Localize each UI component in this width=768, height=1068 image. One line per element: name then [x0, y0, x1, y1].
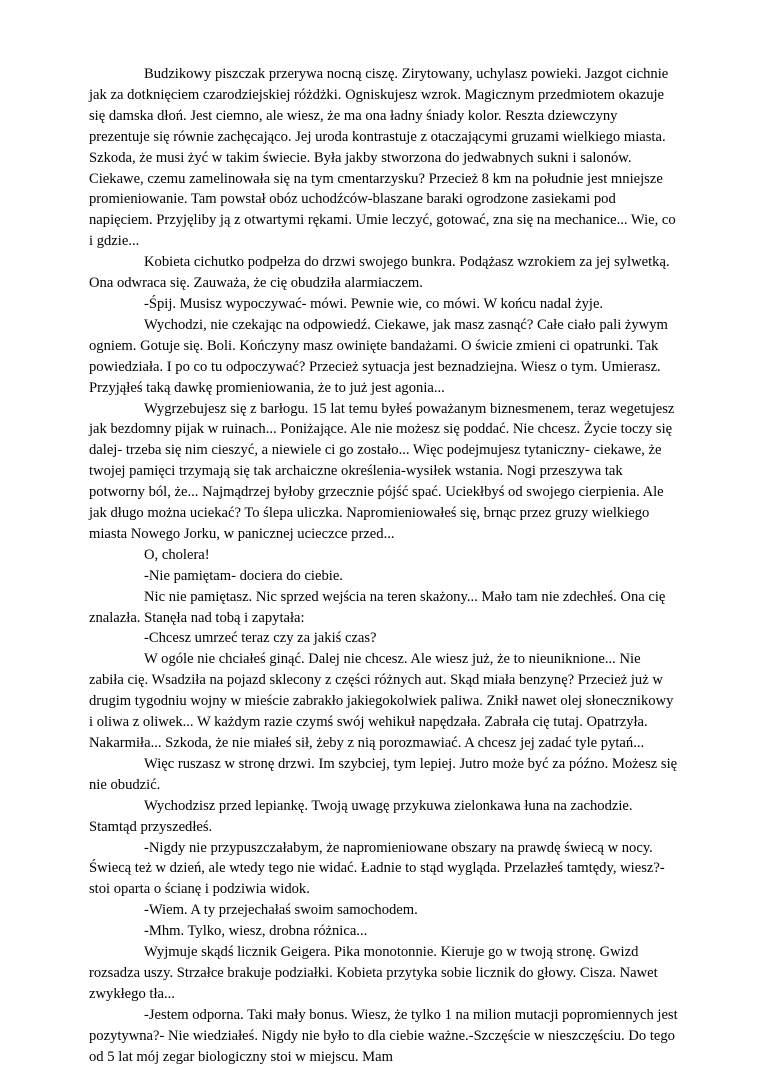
paragraph: -Mhm. Tylko, wiesz, drobna różnica...	[144, 923, 368, 940]
paragraph: Więc ruszasz w stronę drzwi. Im szybciej, tym lepiej. Jutro może być za późno. Możesz się nie obudzić.	[89, 755, 678, 793]
paragraph: Wygrzebujesz się z barłogu. 15 lat temu byłeś poważanym biznesmenem, teraz wegetujesz jak bezdomny pijak w ruinach... Poniżające. Ale nie możesz się poddać. Nie chcesz. Życie toczy się dalej- trzeba się nim cieszyć, a niewiele ci go zostało... Więc podejmujesz tytaniczny- ciekawe, że twojej pamięci trzymają się tak archaiczne określenia-wysiłek wstania. Nogi przeszywa tak potworny ból, że... Najmądrzej byłoby grzecznie pójść spać. Uciekłbyś od swojego cierpienia. Ale jak długo można uciekać? To ślepa uliczka. Napromieniowałeś się, brnąc przez gruzy wielkiego miasta Nowego Jorku, w panicznej ucieczce przed...	[89, 400, 675, 542]
paragraph: Wychodzisz przed lepiankę. Twoją uwagę przykuwa zielonkawa łuna na zachodzie. Stamtąd przyszedłeś.	[89, 797, 633, 835]
paragraph: -Nigdy nie przypuszczałabym, że napromieniowane obszary na prawdę świecą w nocy. Świecą też w dzień, ale wtedy tego nie widać. Ładnie to stąd wygląda. Przelazłeś tamtędy, wiesz?- stoi oparta o ścianę i podziwia widok.	[89, 839, 665, 898]
paragraph: -Wiem. A ty przejechałaś swoim samochodem.	[144, 902, 418, 919]
paragraph: Wyjmuje skądś licznik Geigera. Pika monotonnie. Kieruje go w twoją stronę. Gwizd rozsadza uszy. Strzałce brakuje podziałki. Kobieta przytyka sobie licznik do głowy. Cisza. Nawet zwykłego tła...	[89, 944, 658, 1002]
paragraph: Wychodzi, nie czekając na odpowiedź. Ciekawe, jak masz zasnąć? Całe ciało pali żywym ogniem. Gotuje się. Boli. Kończyny masz owinięte bandażami. O świcie zmieni ci opatrunki. Tak powiedziała. I po co tu odpoczywać? Przecież sytuacja jest beznadziejna. Wiesz o tym. Umierasz. Przyjąłeś taką dawkę promieniowania, że to już jest agonia...	[89, 316, 668, 396]
document-body	[89, 64, 679, 1068]
paragraph: O, cholera!	[144, 546, 210, 563]
paragraph: -Chcesz umrzeć teraz czy za jakiś czas?	[144, 630, 377, 647]
paragraph: -Nie pamiętam- dociera do ciebie.	[144, 567, 343, 584]
paragraph: Budzikowy piszczak przerywa nocną ciszę. Zirytowany, uchylasz powieki. Jazgot cichnie jak za dotknięciem czarodziejskiej różdżki. Ogniskujesz wzrok. Magicznym przedmiotem okazuje się damska dłoń. Jest ciemno, ale wiesz, że ma ona ładny śniady kolor. Reszta dziewczyny prezentuje się równie zachęcająco. Jej uroda kontrastuje z otaczającymi gruzami wielkiego miasta. Szkoda, że musi żyć w takim świecie. Była jakby stworzona do jedwabnych sukni i salonów. Ciekawe, czemu zamelinowała się na tym cmentarzysku? Przecież 8 km na południe jest mniejsze promieniowanie. Tam powstał obóz uchodźców-blaszane baraki ogrodzone zasiekami pod napięciem. Przyjęliby ją z otwartymi rękami. Umie leczyć, gotować, zna się na mechanice... Wie, co i gdzie...	[89, 66, 676, 250]
paragraph: -Śpij. Musisz wypoczywać- mówi. Pewnie wie, co mówi. W końcu nadal żyje.	[144, 295, 604, 312]
paragraph: Kobieta cichutko podpełza do drzwi swojego bunkra. Podążasz wzrokiem za jej sylwetką. Ona odwraca się. Zauważa, że cię obudziła alarmiaczem.	[89, 254, 670, 292]
paragraph: W ogóle nie chciałeś ginąć. Dalej nie chcesz. Ale wiesz już, że to nieuniknione... Nie zabiła cię. Wsadziła na pojazd sklecony z części różnych aut. Skąd miała benzynę? Przecież już w drugim tygodniu wojny w mieście zabrakło jakiegokolwiek paliwa. Znikł nawet olej słonecznikowy i oliwa z oliwek... W każdym razie czymś swój wehikuł napędzała. Zabrała cię tutaj. Opatrzyła. Nakarmiła... Szkoda, że nie miałeś sił, żeby z nią porozmawiać. A chcesz jej zadać tyle pytań...	[89, 651, 674, 751]
paragraph: Nic nie pamiętasz. Nic sprzed wejścia na teren skażony... Mało tam nie zdechłeś. Ona cię znalazła. Stanęła nad tobą i zapytała:	[89, 588, 666, 626]
paragraph: -Jestem odporna. Taki mały bonus. Wiesz, że tylko 1 na milion mutacji popromiennych jest pozytywna?- Nie wiedziałeś. Nigdy nie było to dla ciebie ważne.-Szczęście w nieszczęściu. Do tego od 5 lat mój zegar biologiczny stoi w miejscu. Mam	[89, 1006, 678, 1065]
